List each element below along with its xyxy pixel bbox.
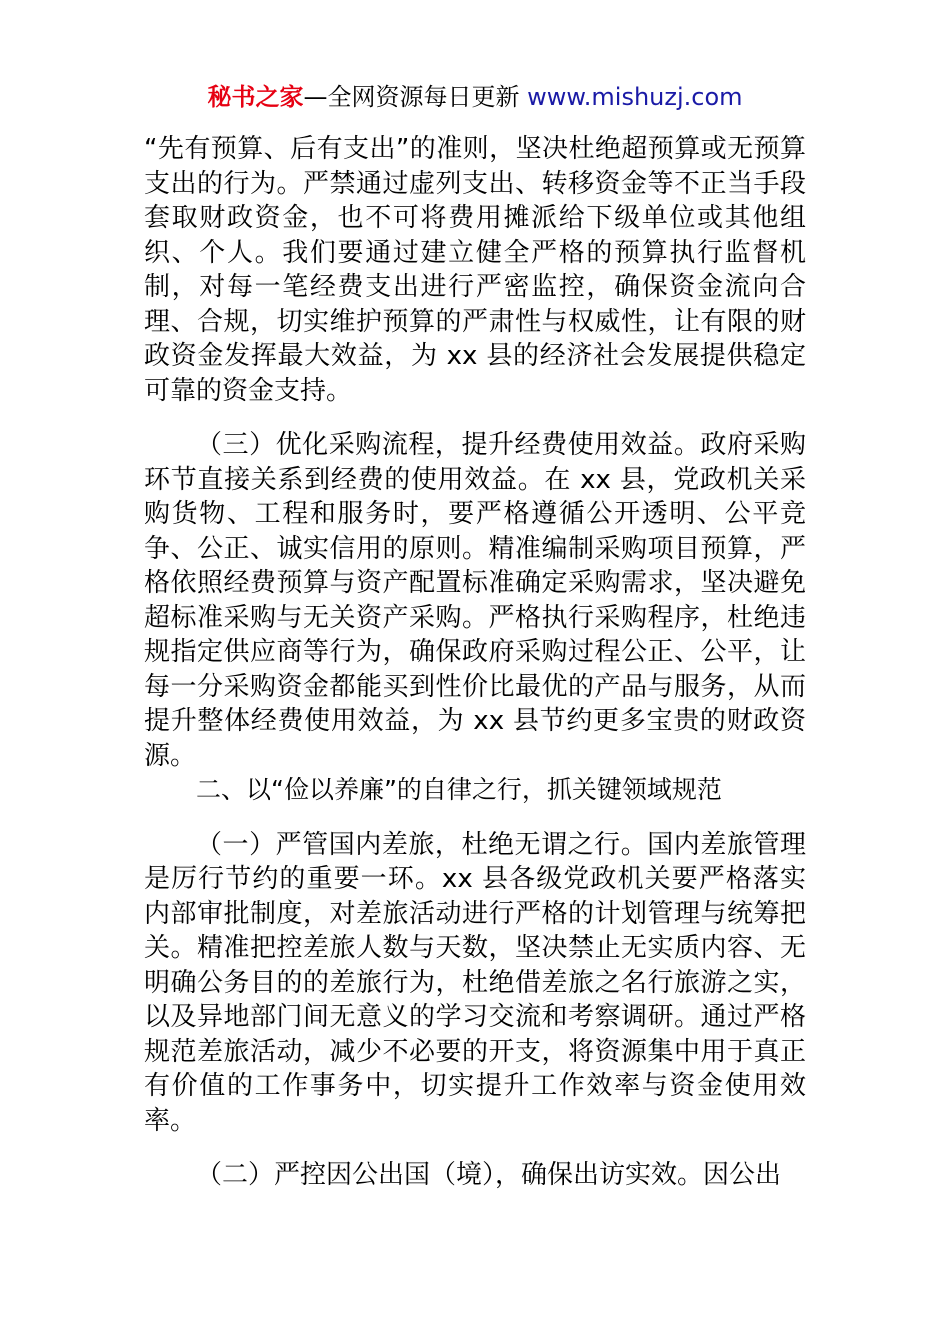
site-header [0,80,950,114]
document-body [144,132,806,1193]
site-tagline: —全网资源每日更新 [303,83,520,111]
site-brand: 秘书之家 [207,83,304,111]
section-heading: 二、以“俭以养廉”的自律之行，抓关键领域规范 [196,775,722,804]
site-url-link[interactable]: www.mishuzj.com [527,83,743,111]
paragraph-domestic-travel: （一）严管国内差旅，杜绝无谓之行。国内差旅管理是厉行节约的重要一环。xx 县各级党政机关要严格落实内部审批制度，对差旅活动进行严格的计划管理与统筹把关。精准把控差旅人数与天数，坚决禁止无实质内容、无明确公务目的的差旅行为，杜绝借差旅之名行旅游之实，以及异地部门间无意义的学习交流和考察调研。通过严格规范差旅活动，减少不必要的开支，将资源集中用于真正有价值的工作事务中，切实提升工作效率与资金使用效率。 [144,829,806,1136]
paragraph-official-abroad: （二）严控因公出国（境），确保出访实效。因公出 [196,1160,782,1190]
paragraph-procurement: （三）优化采购流程，提升经费使用效益。政府采购环节直接关系到经费的使用效益。在 xx 县，党政机关采购货物、工程和服务时，要严格遵循公开透明、公平竞争、公正、诚实信用的原则。精准编制采购项目预算，严格依照经费预算与资产配置标准确定采购需求，坚决避免超标准采购与无关资产采购。严格执行采购程序，杜绝违规指定供应商等行为，确保政府采购过程公正、公平，让每一分采购资金都能买到性价比最优的产品与服务，从而提升整体经费使用效益，为 xx 县节约更多宝贵的财政资源。 [144,430,806,771]
paragraph-budget-continued: “先有预算、后有支出”的准则，坚决杜绝超预算或无预算支出的行为。严禁通过虚列支出、转移资金等不正当手段套取财政资金，也不可将费用摊派给下级单位或其他组织、个人。我们要通过建立健全严格的预算执行监督机制，对每一笔经费支出进行严密监控，确保资金流向合理、合规，切实维护预算的严肃性与权威性，让有限的财政资金发挥最大效益，为 xx 县的经济社会发展提供稳定可靠的资金支持。 [144,134,806,406]
